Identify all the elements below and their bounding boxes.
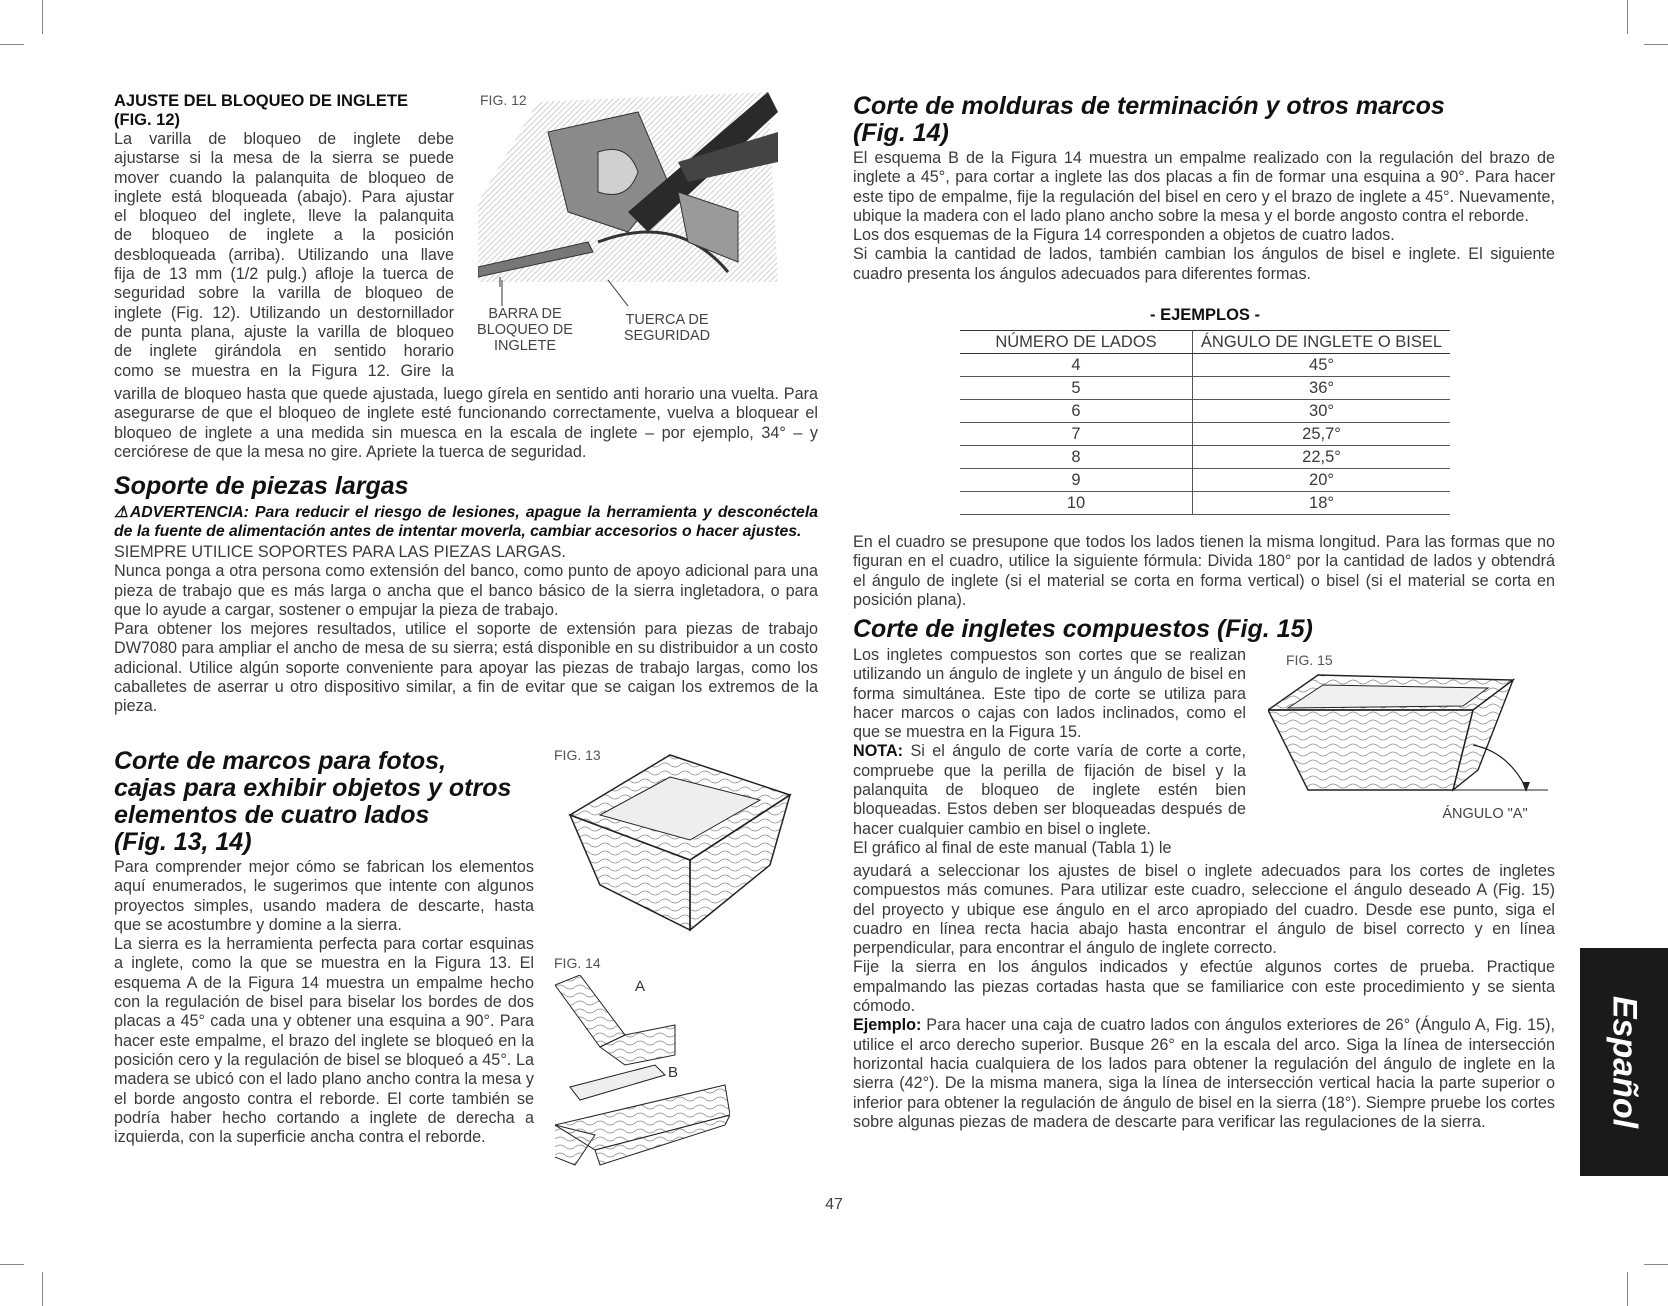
figure-14-illustration <box>555 975 730 1180</box>
paragraph: El gráfico al final de este manual (Tabla 1) le <box>853 838 1172 857</box>
language-tab-label: Español <box>1605 995 1644 1129</box>
table-cell: 4 <box>960 354 1193 377</box>
table-cell: 5 <box>960 377 1193 400</box>
section-compound-miter <box>853 646 1246 858</box>
warning-text: ⚠ADVERTENCIA: Para reducir el riesgo de lesiones, apague la herramienta y desconéctela de la fuente de alimentación antes de intentar moverla, cambiar accesorios o hacer ajustes. <box>114 504 818 540</box>
table-cell: 25,7° <box>1193 423 1451 446</box>
table-cell: 22,5° <box>1193 446 1451 469</box>
paragraph: NOTA: Si el ángulo de corte varía de corte a corte, compruebe que la perilla de fijación de bisel y la palanquita de bloqueo de inglete estén bien bloqueadas. Estos deben ser bloqueadas después de hacer cualquier cambio en bisel o inglete. <box>853 742 1246 838</box>
page-number: 47 <box>825 1196 843 1213</box>
section-table-note <box>853 533 1555 610</box>
text-line: La varilla de bloqueo de inglete debe <box>114 130 454 148</box>
section-heading-line: cajas para exhibir objetos y otros <box>114 774 512 802</box>
table-cell: 36° <box>1193 377 1451 400</box>
section-compound-miter-cont <box>853 862 1555 1132</box>
table-cell: 9 <box>960 469 1193 492</box>
language-tab <box>1580 948 1668 1176</box>
table-cell: 30° <box>1193 400 1451 423</box>
section-miter-lock-adjust <box>114 92 454 381</box>
figure-label: FIG. 14 <box>554 955 601 971</box>
text-line: de inglete girándola en sentido horario <box>114 342 454 361</box>
figure-label: FIG. 15 <box>1286 652 1333 668</box>
table-row <box>960 400 1450 423</box>
section-heading <box>114 748 534 856</box>
section-heading: Corte de ingletes compuestos (Fig. 15) <box>853 615 1313 643</box>
section-compound-miter-heading <box>853 616 1555 643</box>
table-cell: 45° <box>1193 354 1451 377</box>
paragraph: La sierra es la herramienta perfecta para cortar esquinas a inglete, como la que se muestra en la Figura 13. El esquema A de la Figura 14 muestra un empalme hecho con la regulación de bisel para biselar los bordes de dos placas a 45° cada una y obtener una esquina a 90°. Para hacer este empalme, el brazo del inglete se bloqueó en la posición cero y la regulación de bisel se bloqueó a 45°. La madera se ubicó con el lado plano ancho contra la mesa y el borde angosto contra el reborde. El corte también se podría haber hecho cortando a inglete de derecha a izquierda, con la superficie ancha contra el reborde. <box>114 935 534 1147</box>
crop-mark <box>42 1272 43 1306</box>
paragraph: Los ingletes compuestos son cortes que se realizan utilizando un ángulo de inglete y un ángulo de bisel en forma simultánea. Este tipo de corte se utiliza para hacer marcos o cajas con lados inclinados, como el que se muestra en la Figura 15. <box>853 646 1246 742</box>
section-heading-line: Corte de marcos para fotos, <box>114 747 447 775</box>
table-cell: 20° <box>1193 469 1451 492</box>
figure-13-illustration <box>560 745 800 935</box>
crop-mark <box>42 0 43 34</box>
table-row <box>960 377 1450 400</box>
text-line: ajustarse si la mesa de la sierra se puede <box>114 149 454 168</box>
table-cell: 7 <box>960 423 1193 446</box>
paragraph: Ejemplo: Para hacer una caja de cuatro lados con ángulos exteriores de 26° (Ángulo A, Fig. 15), utilice el arco derecho superior. Busque 26° en la escala del arco. Siga la línea de intersección horizontal hacia cualquiera de los lados para obtener la regulación del ángulo de inglete en la sierra (42°). De la misma manera, siga la línea de intersección vertical hacia la parte superior o inferior para obtener la regulación de ángulo de bisel en la sierra (18°). Siempre pruebe los cortes sobre algunas piezas de madera de descarte para verificar las regulaciones de la sierra. <box>853 1016 1555 1131</box>
table-cell: 8 <box>960 446 1193 469</box>
figure-15-illustration <box>1268 670 1568 810</box>
paragraph: Si cambia la cantidad de lados, también cambian los ángulos de bisel e inglete. El siguiente cuadro presenta los ángulos adecuados para diferentes formas. <box>853 245 1555 283</box>
crop-mark <box>1627 0 1628 34</box>
figure-callout: B <box>668 1064 679 1081</box>
text-line: seguridad sobre la varilla de bloqueo de <box>114 284 454 303</box>
table-cell: 6 <box>960 400 1193 423</box>
text-line: de punta plana, ajuste la varilla de bloqueo <box>114 322 454 341</box>
paragraph: Para obtener los mejores resultados, utilice el soporte de extensión para piezas de trabajo DW7080 para ampliar el ancho de mesa de su sierra; está disponible en su distribuidor a un costo adicional. Utilice algún soporte conveniente para apoyar las piezas de trabajo largas, como los caballetes de aserrar u otro dispositivo similar, a fin de evitar que se caigan los extremos de la pieza. <box>114 620 818 716</box>
table-cell: 10 <box>960 492 1193 515</box>
text-line: inglete (Fig. 12). Utilizando un destornillador <box>114 303 454 322</box>
table-row <box>960 469 1450 492</box>
examples-table <box>960 330 1450 515</box>
figure-caption: ÁNGULO "A" <box>1442 806 1528 822</box>
table-cell: 18° <box>1193 492 1451 515</box>
section-heading: Soporte de piezas largas <box>114 472 409 500</box>
section-long-workpiece-support <box>114 473 818 717</box>
table-header: NÚMERO DE LADOS <box>960 331 1193 354</box>
table-row <box>960 423 1450 446</box>
crop-mark <box>1644 44 1668 45</box>
text-line: mover cuando la palanquita de bloqueo de <box>114 168 454 187</box>
figure-callout: TUERCA DE SEGURIDAD <box>623 312 711 344</box>
crop-mark <box>0 44 24 45</box>
text-line: de bloqueo de inglete a la posición <box>114 226 454 245</box>
paragraph: Fije la sierra en los ángulos indicados y efectúe algunos cortes de prueba. Practique empalmando las piezas cortadas hasta que se familiarice con este procedimiento y se sienta cómodo. <box>853 958 1555 1016</box>
paragraph: varilla de bloqueo hasta que quede ajustada, luego gírela en sentido anti horario una vuelta. Para asegurarse de que el bloqueo de inglete esté funcionando correctamente, vuelva a bloquear el bloqueo de inglete a una medida sin muesca en la escala de inglete – por ejemplo, 34° – y cerciórese de que la mesa no gire. Apriete la tuerca de seguridad. <box>114 385 818 461</box>
table-row <box>960 446 1450 469</box>
section-heading: AJUSTE DEL BLOQUEO DE INGLETE <box>114 92 408 110</box>
text-line: inglete está bloqueada (abajo). Para ajustar <box>114 187 454 206</box>
section-miter-lock-adjust-cont <box>114 385 818 462</box>
section-heading: (Fig. 14) <box>853 119 949 147</box>
section-heading-line: elementos de cuatro lados <box>114 801 430 829</box>
text-line: el bloqueo del inglete, lleve la palanquita <box>114 207 454 226</box>
figure-12-illustration <box>478 92 778 292</box>
crop-mark <box>1627 1272 1628 1306</box>
paragraph <box>114 130 454 381</box>
table-header: ÁNGULO DE INGLETE O BISEL <box>1193 331 1451 354</box>
paragraph: Nunca ponga a otra persona como extensión del banco, como punto de apoyo adicional para una pieza de trabajo que es más larga o ancha que el banco básico de la sierra ingletadora, o para que lo ayude a cargar, sostener o empujar la pieza de trabajo. <box>114 562 818 619</box>
crop-mark <box>0 1264 24 1265</box>
paragraph: En el cuadro se presupone que todos los lados tienen la misma longitud. Para las formas que no figuran en el cuadro, utilice la siguiente fórmula: Divida 180° por la cantidad de lados y obtendrá el ángulo de inglete (si el material se corta en forma vertical) o bisel (si el material se corta en posición plana). <box>853 533 1555 609</box>
section-heading: (FIG. 12) <box>114 111 181 129</box>
text-line: fija de 13 mm (1/2 pulg.) afloje la tuerca de <box>114 265 454 284</box>
text-line: desbloqueada (arriba). Utilizando una llave <box>114 245 454 264</box>
paragraph: El esquema B de la Figura 14 muestra un empalme realizado con la regulación del brazo de inglete a 45°, para cortar a inglete las dos placas a fin de formar una esquina a 90°. Para hacer este tipo de empalme, fije la regulación del bisel en cero y el brazo de inglete a 45°. Nuevamente, ubique la madera con el lado plano ancho sobre la mesa y el borde angosto contra el reborde. <box>853 149 1555 225</box>
crop-mark <box>1644 1264 1668 1265</box>
figure-label: FIG. 13 <box>554 747 601 763</box>
section-picture-frames <box>114 748 534 1147</box>
text-line: como se muestra en la Figura 12. Gire la <box>114 361 454 380</box>
paragraph: Los dos esquemas de la Figura 14 corresponden a objetos de cuatro lados. <box>853 226 1395 245</box>
figure-label: FIG. 12 <box>480 92 527 108</box>
table-title: - EJEMPLOS - <box>1149 306 1260 324</box>
table-row <box>960 354 1450 377</box>
table-row <box>960 492 1450 515</box>
section-heading: Corte de molduras de terminación y otros marcos <box>853 92 1445 120</box>
figure-callout: BARRA DE BLOQUEO DE INGLETE <box>477 306 573 354</box>
section-heading-line: (Fig. 13, 14) <box>114 828 252 856</box>
paragraph: SIEMPRE UTILICE SOPORTES PARA LAS PIEZAS LARGAS. <box>114 543 566 561</box>
paragraph: Para comprender mejor cómo se fabrican los elementos aquí enumerados, le sugerimos que intente con algunos proyectos simples, usando madera de descarte, hasta que se acostumbre y domine a la sierra. <box>114 858 534 934</box>
paragraph: ayudará a seleccionar los ajustes de bisel o inglete adecuados para los cortes de ingletes compuestos más comunes. Para utilizar este cuadro, seleccione el ángulo deseado A (Fig. 15) del proyecto y ubique ese ángulo en el arco apropiado del cuadro. Desde ese punto, siga el cuadro en línea recta hacia abajo hasta encontrar el ángulo de bisel correcto y en línea perpendicular, para encontrar el ángulo de inglete correcto. <box>853 862 1555 958</box>
section-molding-cuts <box>853 93 1555 284</box>
warning-icon: ⚠ <box>114 504 130 521</box>
figure-callout: A <box>635 978 646 995</box>
